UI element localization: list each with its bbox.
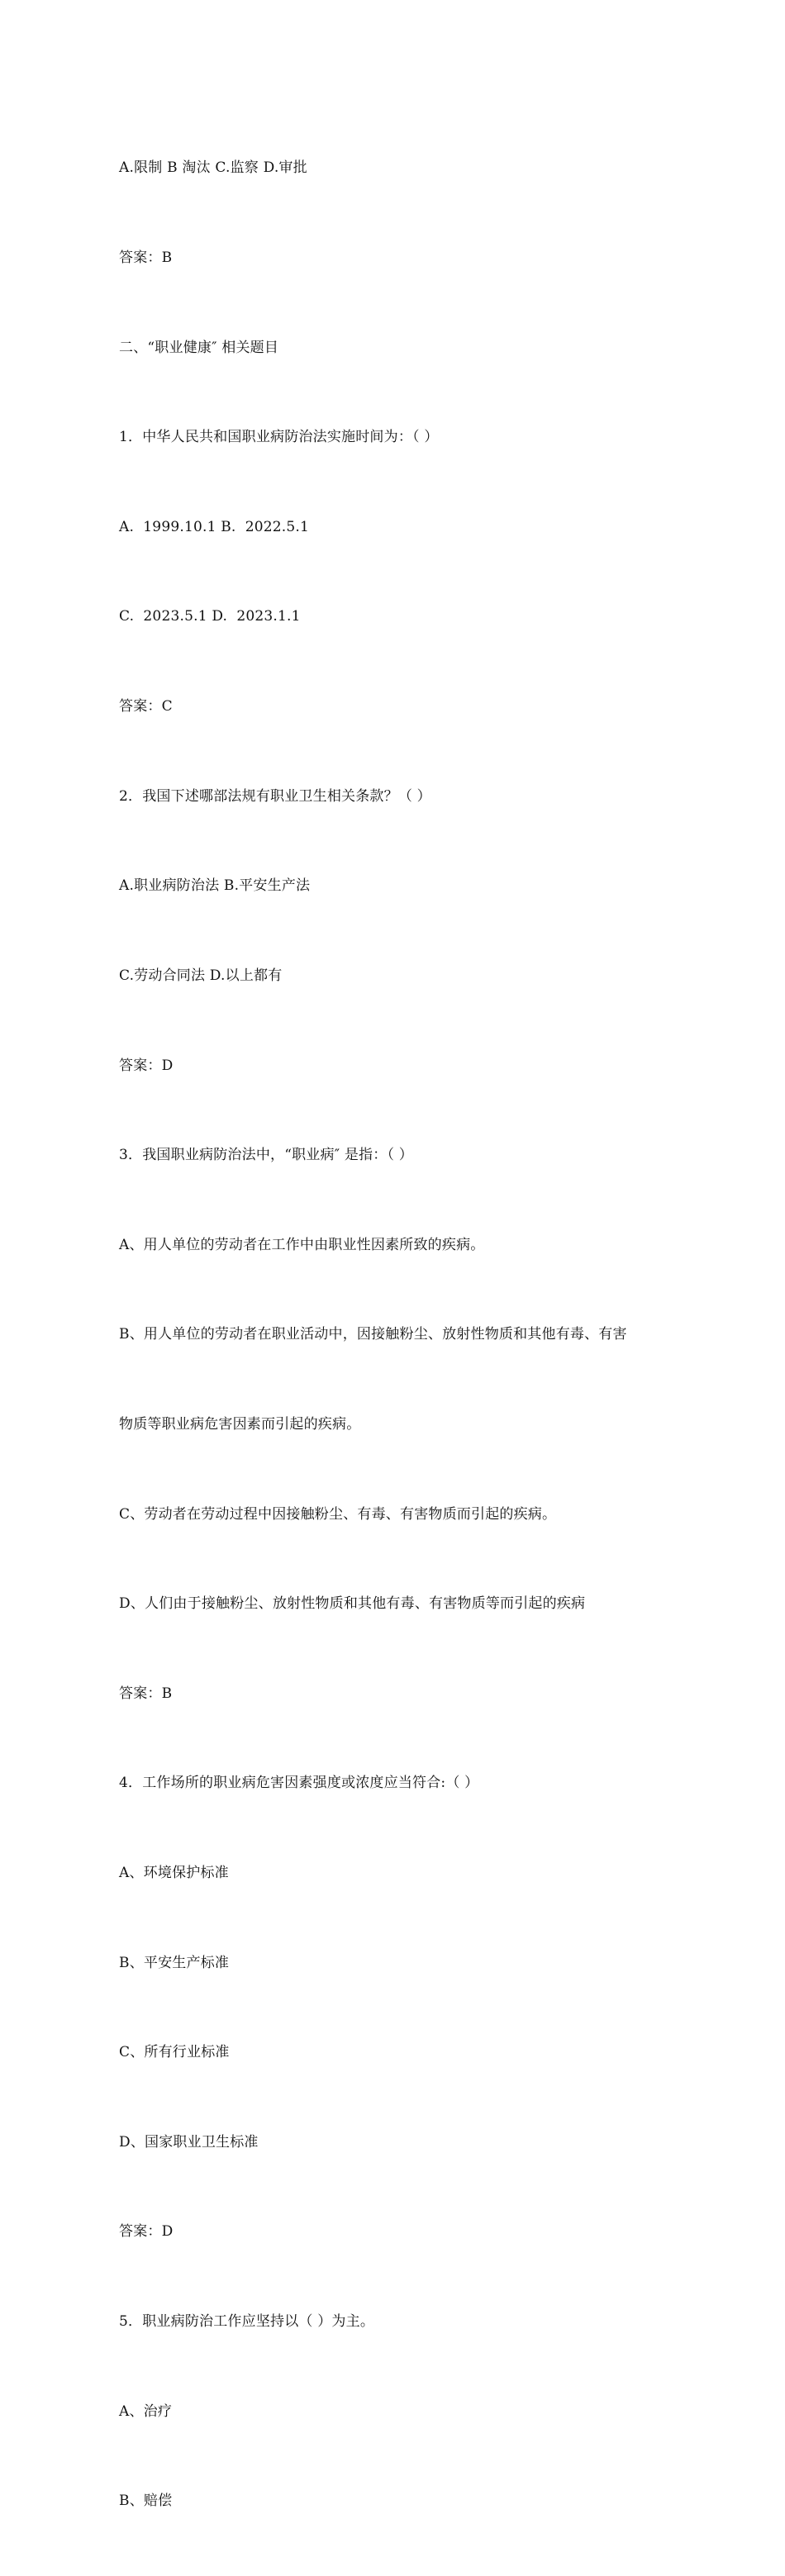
question-4-option-b: B、平安生产标准 <box>119 1954 230 1971</box>
question-2: 2．我国下述哪部法规有职业卫生相关条款？（ ） <box>119 787 431 805</box>
text-line-options-q0: A.限制 B 淘汰 C.监察 D.审批 <box>119 159 307 177</box>
question-3-option-b: B、用人单位的劳动者在职业活动中，因接触粉尘、放射性物质和其他有毒、有害 <box>119 1326 627 1343</box>
question-4: 4．工作场所的职业病危害因素强度或浓度应当符合:（ ） <box>119 1775 479 1792</box>
question-4-option-c: C、所有行业标准 <box>119 2044 230 2061</box>
question-2-answer: 答案：D <box>119 1057 174 1074</box>
question-1-options-ab: A. 1999.10.1 B. 2022.5.1 <box>119 518 310 535</box>
text-line-answer-q0: 答案：B <box>119 250 173 267</box>
question-3-option-a: A、用人单位的劳动者在工作中由职业性因素所致的疾病。 <box>119 1236 485 1253</box>
question-3-option-b-continued: 物质等职业病危害因素而引起的疾病。 <box>119 1415 361 1433</box>
question-5-option-b: B、赔偿 <box>119 2493 173 2510</box>
question-3-answer: 答案：B <box>119 1685 173 1702</box>
document-body <box>119 93 673 2576</box>
question-3-option-c: C、劳动者在劳动过程中因接触粉尘、有毒、有害物质而引起的疾病。 <box>119 1505 557 1523</box>
section-heading: 二、“职业健康″ 相关题目 <box>119 339 279 356</box>
question-3-option-d: D、人们由于接触粉尘、放射性物质和其他有毒、有害物质等而引起的疾病 <box>119 1595 586 1613</box>
question-5-option-a: A、治疗 <box>119 2403 173 2420</box>
question-4-option-a: A、环境保护标准 <box>119 1864 229 1881</box>
question-2-options-cd: C.劳动合同法 D.以上都有 <box>119 967 283 984</box>
question-3: 3．我国职业病防治法中，“职业病″ 是指：（ ） <box>119 1147 413 1164</box>
question-1-options-cd: C. 2023.5.1 D. 2023.1.1 <box>119 608 301 625</box>
question-2-options-ab: A.职业病防治法 B.平安生产法 <box>119 877 311 895</box>
question-1: 1．中华人民共和国职业病防治法实施时间为：（ ） <box>119 429 439 446</box>
question-5: 5．职业病防治工作应坚持以（ ）为主。 <box>119 2313 375 2331</box>
question-4-answer: 答案：D <box>119 2223 174 2241</box>
question-1-answer: 答案：C <box>119 698 173 715</box>
question-4-option-d: D、国家职业卫生标准 <box>119 2133 259 2151</box>
